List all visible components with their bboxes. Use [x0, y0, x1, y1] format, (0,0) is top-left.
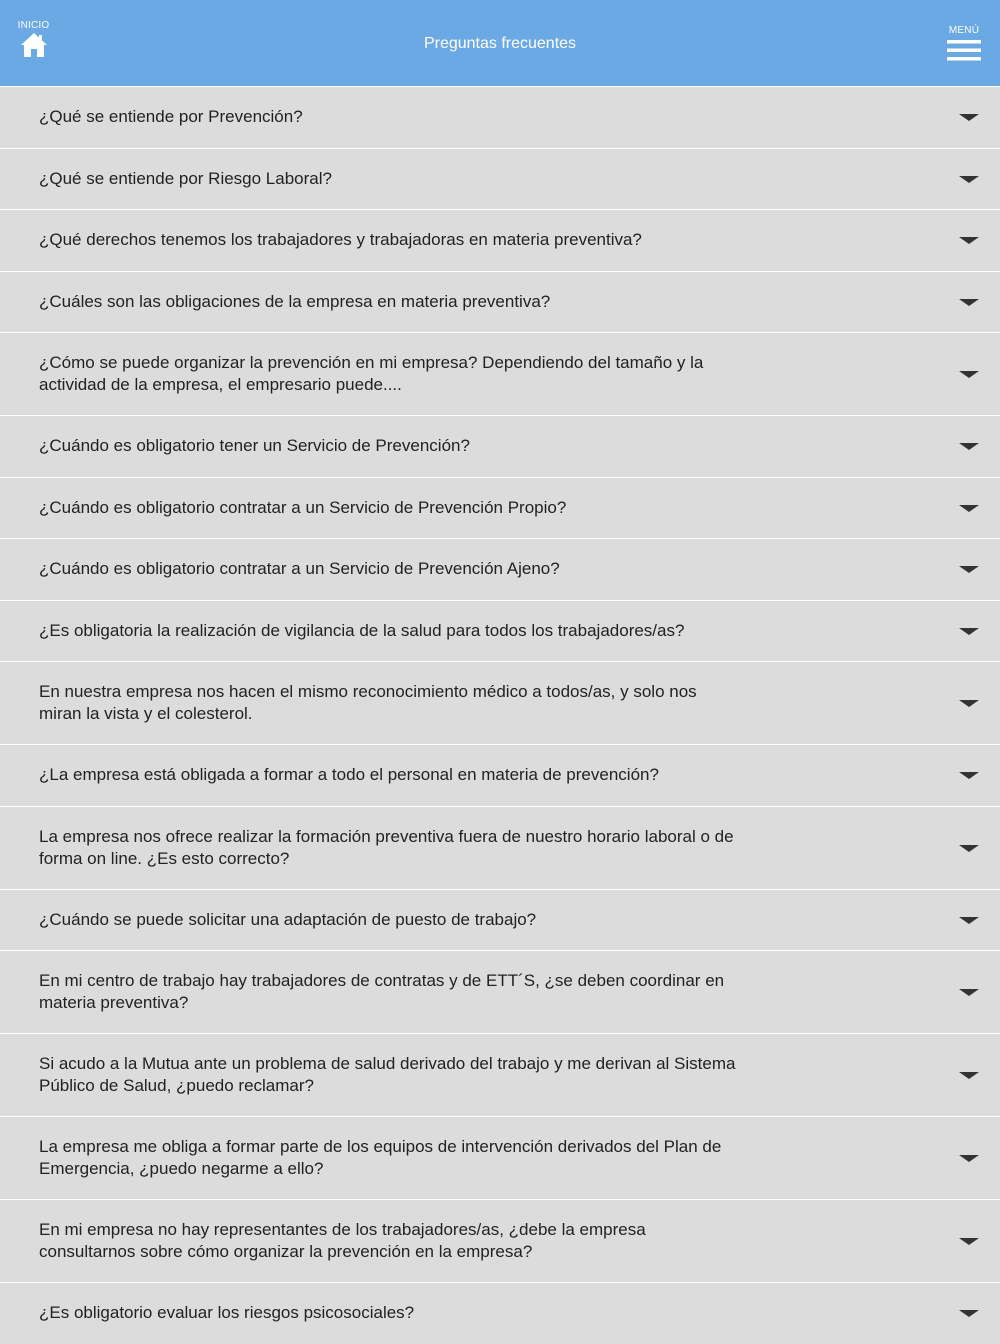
home-button[interactable]	[14, 20, 54, 66]
home-icon	[20, 32, 48, 58]
faq-question: ¿Cuándo es obligatorio contratar a un Servicio de Prevención Propio?	[39, 497, 567, 517]
faq-item[interactable]	[0, 415, 1000, 477]
chevron-down-icon	[959, 371, 979, 378]
faq-item[interactable]	[0, 1282, 1000, 1344]
top-bar	[0, 0, 1000, 86]
chevron-down-icon	[959, 443, 979, 450]
chevron-down-icon	[959, 1310, 979, 1317]
faq-item[interactable]	[0, 271, 1000, 333]
faq-item[interactable]	[0, 1033, 1000, 1116]
chevron-down-icon	[959, 176, 979, 183]
faq-question: ¿Qué derechos tenemos los trabajadores y trabajadoras en materia preventiva?	[39, 230, 642, 250]
faq-item[interactable]	[0, 889, 1000, 951]
chevron-down-icon	[959, 1072, 979, 1079]
faq-item[interactable]	[0, 806, 1000, 889]
chevron-down-icon	[959, 299, 979, 306]
faq-question: En mi centro de trabajo hay trabajadores de contratas y de ETT´S, ¿se deben coordinar en materia preventiva?	[39, 971, 725, 1012]
faq-question: En mi empresa no hay representantes de los trabajadores/as, ¿debe la empresa consultarnos sobre cómo organizar la prevención en la empresa?	[39, 1220, 646, 1261]
chevron-down-icon	[959, 566, 979, 573]
faq-question: ¿Es obligatorio evaluar los riesgos psicosociales?	[39, 1303, 415, 1323]
faq-item[interactable]	[0, 86, 1000, 148]
faq-question: ¿Es obligatoria la realización de vigilancia de la salud para todos los trabajadores/as?	[39, 620, 685, 640]
faq-question: La empresa me obliga a formar parte de los equipos de intervención derivados del Plan de Emergencia, ¿puedo negarme a ello?	[39, 1137, 722, 1178]
faq-item[interactable]	[0, 1199, 1000, 1282]
faq-item[interactable]	[0, 661, 1000, 744]
faq-item[interactable]	[0, 148, 1000, 210]
chevron-down-icon	[959, 845, 979, 852]
chevron-down-icon	[959, 505, 979, 512]
home-label: INICIO	[17, 20, 50, 31]
chevron-down-icon	[959, 772, 979, 779]
faq-item[interactable]	[0, 209, 1000, 271]
faq-item[interactable]	[0, 1116, 1000, 1199]
faq-question: ¿Cómo se puede organizar la prevención en mi empresa? Dependiendo del tamaño y la actividad de la empresa, el empresario puede....	[39, 353, 704, 394]
faq-question: ¿Cuándo se puede solicitar una adaptación de puesto de trabajo?	[39, 909, 537, 929]
hamburger-menu-icon	[947, 40, 981, 61]
faq-question: En nuestra empresa nos hacen el mismo reconocimiento médico a todos/as, y solo nos miran la vista y el colesterol.	[39, 682, 697, 723]
chevron-down-icon	[959, 114, 979, 121]
faq-item[interactable]	[0, 477, 1000, 539]
faq-item[interactable]	[0, 950, 1000, 1033]
chevron-down-icon	[959, 917, 979, 924]
menu-label: MENÚ	[948, 25, 980, 36]
chevron-down-icon	[959, 1238, 979, 1245]
faq-item[interactable]	[0, 744, 1000, 806]
faq-question: Si acudo a la Mutua ante un problema de salud derivado del trabajo y me derivan al Sistema Público de Salud, ¿puedo reclamar?	[39, 1054, 736, 1095]
faq-question: ¿Cuándo es obligatorio contratar a un Servicio de Prevención Ajeno?	[39, 559, 560, 579]
page-title: Preguntas frecuentes	[423, 35, 577, 52]
faq-question: ¿Qué se entiende por Riesgo Laboral?	[39, 168, 332, 188]
faq-list	[0, 86, 1000, 1344]
faq-item[interactable]	[0, 332, 1000, 415]
faq-item[interactable]	[0, 600, 1000, 662]
chevron-down-icon	[959, 628, 979, 635]
menu-button[interactable]	[947, 25, 981, 63]
chevron-down-icon	[959, 237, 979, 244]
faq-question: ¿Cuándo es obligatorio tener un Servicio de Prevención?	[39, 436, 470, 456]
faq-question: ¿Cuáles son las obligaciones de la empresa en materia preventiva?	[39, 291, 551, 311]
chevron-down-icon	[959, 1155, 979, 1162]
chevron-down-icon	[959, 989, 979, 996]
faq-question: La empresa nos ofrece realizar la formación preventiva fuera de nuestro horario laboral o de forma on line. ¿Es esto correcto?	[39, 826, 734, 868]
faq-item[interactable]	[0, 538, 1000, 600]
faq-question: ¿La empresa está obligada a formar a todo el personal en materia de prevención?	[39, 765, 659, 785]
chevron-down-icon	[959, 700, 979, 707]
faq-question: ¿Qué se entiende por Prevención?	[39, 107, 303, 127]
